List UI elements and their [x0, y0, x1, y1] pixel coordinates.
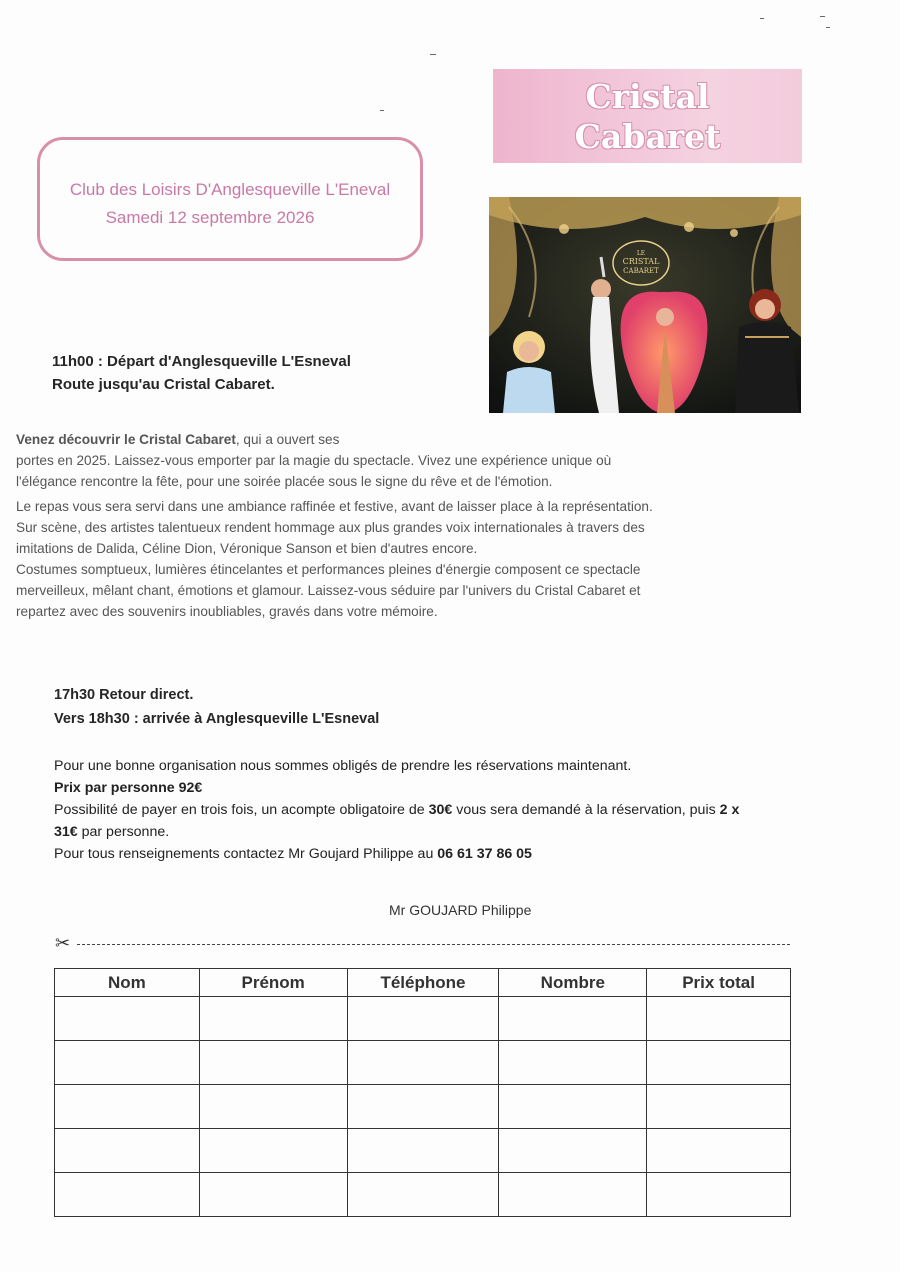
banner-title-line1: Cristal [585, 77, 710, 116]
table-cell[interactable] [347, 1129, 499, 1173]
column-header-prix-total: Prix total [647, 969, 791, 997]
table-row [55, 1041, 791, 1085]
table-cell[interactable] [199, 997, 347, 1041]
table-cell[interactable] [199, 1041, 347, 1085]
banner-title-line2: Cabaret [574, 117, 721, 156]
table-cell[interactable] [499, 1129, 647, 1173]
table-header-row [55, 969, 791, 997]
contact-phone: 06 61 37 86 05 [437, 846, 532, 862]
column-header-prenom: Prénom [199, 969, 347, 997]
table-cell[interactable] [55, 997, 200, 1041]
desc-p2-line1: Le repas vous sera servi dans une ambiance raffinée et festive, avant de laisser place à la représentation. [16, 499, 653, 514]
club-info-box [37, 137, 423, 261]
table-cell[interactable] [647, 1085, 791, 1129]
table-cell[interactable] [55, 1085, 200, 1129]
table-row [55, 1085, 791, 1129]
column-header-nom: Nom [55, 969, 200, 997]
club-name: Club des Loisirs D'Anglesqueville L'Eneval [69, 180, 391, 199]
table-cell[interactable] [647, 997, 791, 1041]
table-cell[interactable] [199, 1173, 347, 1217]
booking-info [54, 755, 794, 865]
table-row [55, 1129, 791, 1173]
event-date: Samedi 12 septembre 2026 [105, 208, 315, 227]
table-cell[interactable] [347, 997, 499, 1041]
table-row [55, 997, 791, 1041]
event-description [16, 429, 736, 622]
installments-line: Possibilité de payer en trois fois, un acompte obligatoire de 30€ vous sera demandé à la réservation, puis 2 x [54, 802, 740, 818]
installment-amount: 31€ [54, 824, 78, 840]
column-header-nombre: Nombre [499, 969, 647, 997]
table-row [55, 1173, 791, 1217]
table-cell[interactable] [199, 1085, 347, 1129]
table-cell[interactable] [499, 1041, 647, 1085]
cabaret-stage-image [489, 197, 801, 413]
price-per-person: Prix par personne 92€ [54, 780, 203, 796]
reservation-form-table [54, 968, 791, 1217]
table-cell[interactable] [347, 1173, 499, 1217]
desc-p2-line3: imitations de Dalida, Céline Dion, Véronique Sanson et bien d'autres encore. [16, 541, 478, 556]
table-cell[interactable] [647, 1173, 791, 1217]
installments-line-2: 31€ par personne. [54, 824, 170, 840]
desc-p1-line1: Venez découvrir le Cristal Cabaret, qui a ouvert ses [16, 432, 340, 447]
desc-p3-line2: merveilleux, mêlant chant, émotions et glamour. Laissez-vous séduire par l'univers du Cristal Cabaret et [16, 583, 641, 598]
departure-time: 11h00 : Départ d'Anglesqueville L'Esneval [52, 353, 351, 370]
desc-p3-line3: repartez avec des souvenirs inoubliables, gravés dans votre mémoire. [16, 604, 438, 619]
desc-p1-line3: l'élégance rencontre la fête, pour une soirée placée sous le signe du rêve et de l'émotion. [16, 474, 553, 489]
table-cell[interactable] [647, 1129, 791, 1173]
sign-text-2: CRISTAL [622, 257, 660, 266]
table-cell[interactable] [347, 1041, 499, 1085]
table-cell[interactable] [499, 997, 647, 1041]
table-cell[interactable] [499, 1173, 647, 1217]
table-cell[interactable] [647, 1041, 791, 1085]
desc-p2-line2: Sur scène, des artistes talentueux rendent hommage aux plus grandes voix internationales à travers des [16, 520, 645, 535]
table-cell[interactable] [499, 1085, 647, 1129]
route-info: Route jusqu'au Cristal Cabaret. [52, 376, 275, 393]
desc-p1-line2: portes en 2025. Laissez-vous emporter par la magie du spectacle. Vivez une expérience unique où [16, 453, 612, 468]
table-cell[interactable] [55, 1129, 200, 1173]
scissors-icon: ✂ [55, 933, 71, 953]
table-cell[interactable] [55, 1041, 200, 1085]
booking-intro: Pour une bonne organisation nous sommes obligés de prendre les réservations maintenant. [54, 758, 632, 774]
return-info [54, 683, 379, 731]
return-time: 17h30 Retour direct. [54, 687, 194, 703]
signature: Mr GOUJARD Philippe [389, 902, 532, 918]
table-cell[interactable] [347, 1085, 499, 1129]
deposit-amount: 30€ [428, 802, 453, 818]
sign-text-3: CABARET [623, 267, 659, 275]
desc-p1-bold: Venez découvrir le Cristal Cabaret [16, 432, 236, 447]
cabaret-photo [489, 197, 801, 413]
departure-info [52, 350, 351, 396]
contact-line: Pour tous renseignements contactez Mr Goujard Philippe au 06 61 37 86 05 [54, 846, 532, 862]
sign-text-1: LE [636, 250, 646, 257]
table-cell[interactable] [55, 1173, 200, 1217]
desc-p3-line1: Costumes somptueux, lumières étincelantes et performances pleines d'énergie composent ce spectacle [16, 562, 641, 577]
arrival-time: Vers 18h30 : arrivée à Anglesqueville L'Esneval [54, 711, 380, 727]
title-banner [493, 69, 802, 163]
table-cell[interactable] [199, 1129, 347, 1173]
cut-line [55, 935, 790, 953]
column-header-telephone: Téléphone [347, 969, 499, 997]
